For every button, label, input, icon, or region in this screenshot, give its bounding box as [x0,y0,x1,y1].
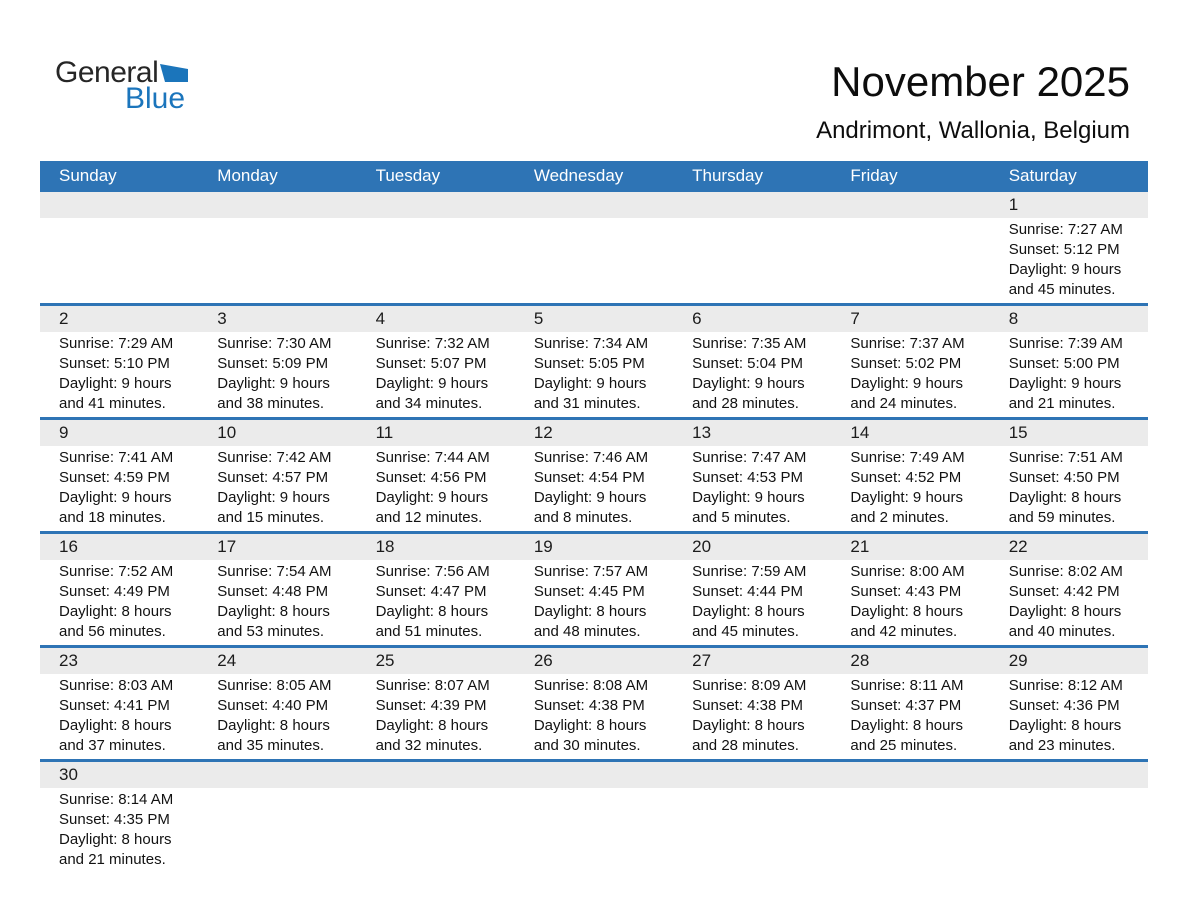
daylight-text-line2: and 28 minutes. [692,737,799,755]
day-cell-23 [40,647,198,761]
day-number: 13 [673,420,831,446]
daylight-text-line1: Daylight: 8 hours [850,603,963,621]
sunrise-text: Sunrise: 7:54 AM [217,563,332,581]
day-cell-empty [357,761,515,874]
day-cell-empty [40,192,198,305]
day-cell-16 [40,533,198,647]
day-number: 25 [357,648,515,674]
daylight-text-line1: Daylight: 8 hours [692,717,805,735]
sunset-text: Sunset: 5:10 PM [59,355,170,373]
day-number: 30 [40,762,198,788]
day-number: 17 [198,534,356,560]
sunset-text: Sunset: 4:53 PM [692,469,804,487]
sunrise-text: Sunrise: 8:05 AM [217,677,332,695]
daylight-text-line1: Daylight: 8 hours [1008,489,1122,507]
daylight-text-line2: and 34 minutes. [375,395,483,413]
day-cell-27 [673,647,831,761]
sunrise-text: Sunrise: 7:46 AM [533,449,649,467]
day-info [990,560,1148,645]
weekday-header-row [40,161,1148,192]
day-cell-empty [831,192,989,305]
daylight-text-line1: Daylight: 8 hours [375,717,489,735]
page-header [0,0,1188,145]
week-row-3 [40,419,1148,533]
daylight-text-line1: Daylight: 8 hours [1008,603,1122,621]
day-cell-14 [831,419,989,533]
day-info [515,446,673,531]
sunset-text: Sunset: 4:38 PM [533,697,645,715]
day-cell-empty [357,192,515,305]
day-info [831,560,989,645]
sunrise-text: Sunrise: 7:56 AM [375,563,490,581]
sunset-text: Sunset: 4:37 PM [850,697,962,715]
day-number: 27 [673,648,831,674]
daylight-text-line1: Daylight: 9 hours [692,489,805,507]
sunset-text: Sunset: 4:57 PM [217,469,329,487]
sunrise-text: Sunrise: 8:12 AM [1008,677,1123,695]
day-number [198,192,356,218]
sunrise-text: Sunrise: 7:52 AM [59,563,174,581]
logo-text-general: General [55,56,159,89]
sunrise-text: Sunrise: 7:59 AM [692,563,807,581]
daylight-text-line2: and 59 minutes. [1008,509,1116,527]
sunset-text: Sunset: 4:42 PM [1008,583,1120,601]
day-cell-22 [990,533,1148,647]
week-row-4 [40,533,1148,647]
day-number: 9 [40,420,198,446]
daylight-text-line2: and 8 minutes. [533,509,633,527]
calendar-body [40,192,1148,873]
day-cell-7 [831,305,989,419]
week-row-2 [40,305,1148,419]
daylight-text-line2: and 42 minutes. [850,623,958,641]
day-info [40,788,198,873]
daylight-text-line1: Daylight: 9 hours [850,489,963,507]
day-number: 1 [990,192,1148,218]
day-number: 10 [198,420,356,446]
weekday-header-saturday: Saturday [990,161,1148,192]
sunset-text: Sunset: 4:45 PM [533,583,645,601]
day-info [515,560,673,645]
daylight-text-line2: and 35 minutes. [217,737,325,755]
day-cell-29 [990,647,1148,761]
day-cell-empty [515,761,673,874]
day-cell-9 [40,419,198,533]
day-info [831,674,989,759]
daylight-text-line1: Daylight: 9 hours [692,375,805,393]
day-cell-18 [357,533,515,647]
daylight-text-line1: Daylight: 9 hours [850,375,963,393]
daylight-text-line1: Daylight: 8 hours [533,717,647,735]
daylight-text-line1: Daylight: 9 hours [217,489,330,507]
daylight-text-line2: and 23 minutes. [1008,737,1116,755]
day-cell-2 [40,305,198,419]
sunrise-text: Sunrise: 8:07 AM [375,677,490,695]
day-cell-empty [990,761,1148,874]
daylight-text-line2: and 38 minutes. [217,395,325,413]
day-number: 28 [831,648,989,674]
sunset-text: Sunset: 4:44 PM [692,583,804,601]
daylight-text-line1: Daylight: 8 hours [59,717,172,735]
day-number [673,762,831,788]
sunrise-text: Sunrise: 8:09 AM [692,677,807,695]
day-number: 20 [673,534,831,560]
sunrise-text: Sunrise: 7:30 AM [217,335,332,353]
week-row-5 [40,647,1148,761]
day-info [357,674,515,759]
daylight-text-line2: and 30 minutes. [533,737,641,755]
day-info [40,674,198,759]
daylight-text-line2: and 21 minutes. [59,851,166,869]
daylight-text-line1: Daylight: 9 hours [1008,375,1122,393]
sunrise-text: Sunrise: 8:02 AM [1008,563,1123,581]
sunset-text: Sunset: 4:36 PM [1008,697,1120,715]
day-info [198,560,356,645]
daylight-text-line2: and 2 minutes. [850,509,949,527]
day-number: 4 [357,306,515,332]
sunset-text: Sunset: 5:07 PM [375,355,487,373]
day-number: 21 [831,534,989,560]
sunrise-text: Sunrise: 8:11 AM [850,677,964,695]
day-cell-empty [831,761,989,874]
day-number: 5 [515,306,673,332]
daylight-text-line2: and 24 minutes. [850,395,958,413]
daylight-text-line1: Daylight: 9 hours [533,489,647,507]
sunrise-text: Sunrise: 7:44 AM [375,449,490,467]
daylight-text-line2: and 32 minutes. [375,737,483,755]
weekday-header-wednesday: Wednesday [515,161,673,192]
day-info [357,446,515,531]
day-cell-3 [198,305,356,419]
day-cell-4 [357,305,515,419]
daylight-text-line2: and 31 minutes. [533,395,641,413]
daylight-text-line1: Daylight: 9 hours [59,375,172,393]
day-number: 2 [40,306,198,332]
day-info [198,446,356,531]
daylight-text-line2: and 37 minutes. [59,737,166,755]
daylight-text-line2: and 25 minutes. [850,737,958,755]
day-info [990,674,1148,759]
logo-triangle-icon [160,63,188,82]
day-number: 23 [40,648,198,674]
day-cell-empty [198,192,356,305]
sunset-text: Sunset: 4:41 PM [59,697,170,715]
day-number: 29 [990,648,1148,674]
day-cell-24 [198,647,356,761]
sunrise-text: Sunrise: 7:32 AM [375,335,490,353]
daylight-text-line1: Daylight: 8 hours [217,717,330,735]
daylight-text-line2: and 18 minutes. [59,509,166,527]
day-info [831,446,989,531]
sunset-text: Sunset: 4:50 PM [1008,469,1120,487]
sunset-text: Sunset: 4:35 PM [59,811,170,829]
sunrise-text: Sunrise: 7:37 AM [850,335,965,353]
day-number: 26 [515,648,673,674]
day-number [40,192,198,218]
day-number: 18 [357,534,515,560]
sunrise-text: Sunrise: 8:00 AM [850,563,965,581]
sunset-text: Sunset: 4:38 PM [692,697,804,715]
day-cell-15 [990,419,1148,533]
daylight-text-line1: Daylight: 9 hours [375,375,489,393]
day-cell-21 [831,533,989,647]
daylight-text-line1: Daylight: 9 hours [533,375,647,393]
day-info [990,332,1148,417]
daylight-text-line1: Daylight: 9 hours [59,489,172,507]
daylight-text-line2: and 21 minutes. [1008,395,1116,413]
daylight-text-line1: Daylight: 8 hours [1008,717,1122,735]
week-row-6 [40,761,1148,874]
day-number [515,762,673,788]
sunset-text: Sunset: 4:59 PM [59,469,170,487]
weekday-header-sunday: Sunday [40,161,198,192]
title-block [816,60,1130,145]
sunrise-text: Sunrise: 7:39 AM [1008,335,1123,353]
day-cell-12 [515,419,673,533]
day-number [831,192,989,218]
day-info [515,332,673,417]
day-cell-empty [673,192,831,305]
sunrise-text: Sunrise: 8:14 AM [59,791,174,809]
day-cell-13 [673,419,831,533]
daylight-text-line2: and 48 minutes. [533,623,641,641]
daylight-text-line2: and 53 minutes. [217,623,325,641]
sunrise-text: Sunrise: 7:29 AM [59,335,174,353]
week-row-1 [40,192,1148,305]
day-info [831,332,989,417]
sunrise-text: Sunrise: 7:34 AM [533,335,649,353]
day-number: 6 [673,306,831,332]
day-number [990,762,1148,788]
day-info [357,332,515,417]
weekday-header-tuesday: Tuesday [357,161,515,192]
daylight-text-line2: and 45 minutes. [692,623,799,641]
day-number [515,192,673,218]
day-info [40,560,198,645]
day-info [673,674,831,759]
sunrise-text: Sunrise: 7:57 AM [533,563,649,581]
sunset-text: Sunset: 4:40 PM [217,697,329,715]
day-cell-empty [515,192,673,305]
sunrise-text: Sunrise: 7:41 AM [59,449,174,467]
day-info [198,332,356,417]
day-cell-11 [357,419,515,533]
day-cell-1 [990,192,1148,305]
weekday-header-friday: Friday [831,161,989,192]
day-number: 15 [990,420,1148,446]
sunset-text: Sunset: 5:05 PM [533,355,645,373]
daylight-text-line2: and 12 minutes. [375,509,483,527]
daylight-text-line2: and 41 minutes. [59,395,166,413]
day-cell-6 [673,305,831,419]
daylight-text-line1: Daylight: 8 hours [375,603,489,621]
daylight-text-line2: and 40 minutes. [1008,623,1116,641]
day-number [673,192,831,218]
day-info [990,446,1148,531]
daylight-text-line1: Daylight: 8 hours [59,603,172,621]
day-cell-19 [515,533,673,647]
daylight-text-line1: Daylight: 9 hours [1008,261,1122,279]
day-cell-25 [357,647,515,761]
sunrise-text: Sunrise: 7:27 AM [1008,221,1123,239]
sunrise-text: Sunrise: 7:47 AM [692,449,807,467]
sunrise-text: Sunrise: 8:03 AM [59,677,174,695]
day-info [673,446,831,531]
sunset-text: Sunset: 4:49 PM [59,583,170,601]
daylight-text-line1: Daylight: 9 hours [375,489,489,507]
day-number: 16 [40,534,198,560]
day-number [198,762,356,788]
day-info [990,218,1148,303]
sunset-text: Sunset: 5:00 PM [1008,355,1120,373]
day-number: 14 [831,420,989,446]
day-number: 24 [198,648,356,674]
sunset-text: Sunset: 4:56 PM [375,469,487,487]
day-cell-17 [198,533,356,647]
daylight-text-line2: and 15 minutes. [217,509,325,527]
day-number: 8 [990,306,1148,332]
day-number: 7 [831,306,989,332]
sunset-text: Sunset: 4:47 PM [375,583,487,601]
daylight-text-line1: Daylight: 8 hours [692,603,805,621]
day-number [357,192,515,218]
daylight-text-line2: and 45 minutes. [1008,281,1116,299]
sunset-text: Sunset: 5:02 PM [850,355,962,373]
sunrise-text: Sunrise: 7:51 AM [1008,449,1123,467]
day-cell-10 [198,419,356,533]
calendar-table [40,161,1148,873]
day-info [357,560,515,645]
sunrise-text: Sunrise: 7:35 AM [692,335,807,353]
sunset-text: Sunset: 5:09 PM [217,355,329,373]
day-cell-empty [198,761,356,874]
day-number: 11 [357,420,515,446]
logo-text-blue: Blue [125,82,186,115]
sunset-text: Sunset: 5:04 PM [692,355,804,373]
location-subtitle: Andrimont, Wallonia, Belgium [816,117,1130,145]
daylight-text-line1: Daylight: 8 hours [217,603,330,621]
month-title: November 2025 [831,58,1130,105]
day-cell-empty [673,761,831,874]
daylight-text-line2: and 28 minutes. [692,395,799,413]
day-cell-5 [515,305,673,419]
sunset-text: Sunset: 4:48 PM [217,583,329,601]
sunset-text: Sunset: 4:43 PM [850,583,962,601]
sunset-text: Sunset: 4:54 PM [533,469,645,487]
sunrise-text: Sunrise: 8:08 AM [533,677,649,695]
day-info [515,674,673,759]
day-info [673,560,831,645]
sunset-text: Sunset: 4:52 PM [850,469,962,487]
day-number: 22 [990,534,1148,560]
general-blue-logo [55,56,275,115]
daylight-text-line1: Daylight: 8 hours [850,717,963,735]
day-cell-20 [673,533,831,647]
day-number [357,762,515,788]
day-cell-30 [40,761,198,874]
sunset-text: Sunset: 4:39 PM [375,697,487,715]
weekday-header-monday: Monday [198,161,356,192]
sunset-text: Sunset: 5:12 PM [1008,241,1120,259]
day-number [831,762,989,788]
day-number: 12 [515,420,673,446]
day-info [673,332,831,417]
day-info [198,674,356,759]
daylight-text-line1: Daylight: 9 hours [217,375,330,393]
daylight-text-line1: Daylight: 8 hours [533,603,647,621]
daylight-text-line2: and 51 minutes. [375,623,483,641]
day-cell-8 [990,305,1148,419]
sunrise-text: Sunrise: 7:42 AM [217,449,332,467]
day-cell-26 [515,647,673,761]
weekday-header-thursday: Thursday [673,161,831,192]
day-info [40,332,198,417]
daylight-text-line2: and 56 minutes. [59,623,166,641]
day-number: 19 [515,534,673,560]
day-cell-28 [831,647,989,761]
sunrise-text: Sunrise: 7:49 AM [850,449,965,467]
daylight-text-line2: and 5 minutes. [692,509,791,527]
day-number: 3 [198,306,356,332]
daylight-text-line1: Daylight: 8 hours [59,831,172,849]
day-info [40,446,198,531]
